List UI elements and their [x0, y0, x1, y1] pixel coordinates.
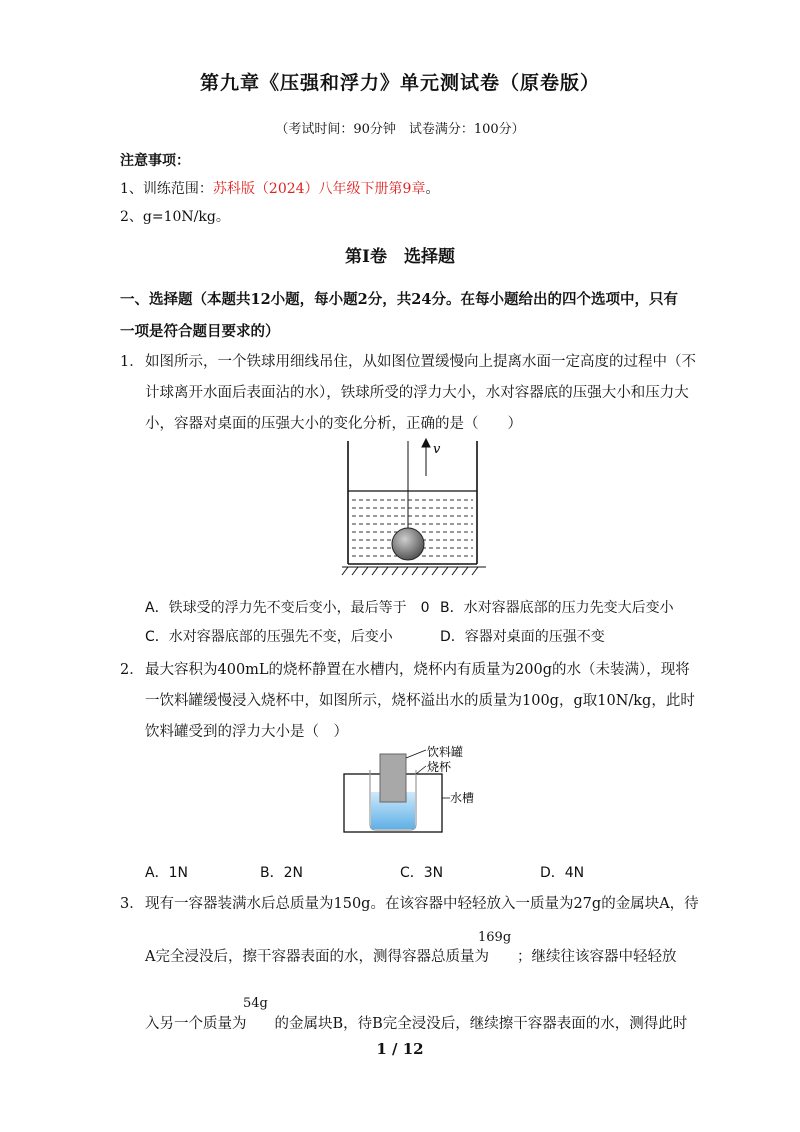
q1-text-line2: 计球离开水面后表面沾的水），铁球所受的浮力大小，水对容器底的压强大小和压力大	[145, 385, 689, 401]
q1-option-b[interactable]: B．水对容器底部的压力先变大后变小	[440, 600, 674, 616]
velocity-label: v	[433, 442, 441, 457]
iron-ball	[392, 528, 424, 560]
drink-can	[380, 754, 406, 802]
q1-number: 1．	[120, 354, 144, 370]
q2-number: 2．	[120, 662, 144, 678]
q2-text-line3: 饮料罐受到的浮力大小是（ ）	[145, 724, 348, 740]
q3-text-line2-b: ；继续往该容器中轻轻放	[516, 949, 677, 965]
notes-item-1-suffix: 。	[425, 181, 440, 197]
table-hatching	[342, 567, 486, 575]
velocity-arrow	[422, 439, 430, 476]
q3-text-line3-b: 的金属块B，待B完全浸没后，继续擦干容器表面的水，测得此时	[274, 1016, 688, 1032]
part1-instructions-line1: 一、选择题（本题共12小题，每小题2分，共24分。在每小题给出的四个选项中，只有	[120, 291, 678, 308]
notes-item-1-scope: 苏科版（2024）八年级下册第9章	[212, 181, 426, 197]
can-label: 饮料罐	[427, 745, 464, 759]
q1-text-line1: 如图所示，一个铁球用细线吊住，从如图位置缓慢向上提离水面一定高度的过程中（不	[145, 354, 696, 370]
notes-heading: 注意事项：	[120, 153, 190, 169]
q3-text-line1: 现有一容器装满水后总质量为150g。在该容器中轻轻放入一质量为27g的金属块A，待	[145, 896, 699, 912]
page-title: 第九章《压强和浮力》单元测试卷（原卷版）	[199, 72, 600, 94]
q3-mass-54: 54g	[243, 996, 268, 1011]
notes-item-1	[120, 178, 439, 198]
q3-text-line2	[145, 945, 676, 966]
q1-figure	[340, 436, 490, 578]
q2-option-c[interactable]: C．3N	[400, 865, 444, 881]
page-number: 1 / 12	[376, 1040, 424, 1058]
q1-text-line3: 小，容器对桌面的压强大小的变化分析，正确的是（ ）	[145, 416, 522, 432]
q2-figure	[342, 744, 512, 836]
q3-text-line2-a: A完全浸没后，擦干容器表面的水，测得容器总质量为	[145, 949, 489, 965]
exam-info: （考试时间：90分钟 试卷满分：100分）	[275, 122, 525, 137]
q3-mass-169: 169g	[478, 930, 512, 945]
q2-option-a[interactable]: A．1N	[145, 865, 188, 881]
q1-option-c[interactable]: C．水对容器底部的压强先不变，后变小	[145, 629, 393, 645]
q3-text-line3	[145, 1012, 687, 1033]
q3-number: 3．	[120, 896, 144, 912]
notes-item-1-prefix: 1、训练范围：	[120, 181, 213, 197]
q2-text-line1: 最大容积为400mL的烧杯静置在水槽内，烧杯内有质量为200g的水（未装满），现将	[145, 662, 690, 678]
tank-label: 水槽	[450, 791, 475, 805]
beaker-label: 烧杯	[427, 760, 452, 774]
q1-option-d[interactable]: D．容器对桌面的压强不变	[440, 629, 605, 645]
q1-option-a[interactable]: A．铁球受的浮力先不变后变小，最后等于 0	[145, 600, 430, 616]
part1-instructions-line2: 一项是符合题目要求的）	[120, 323, 280, 340]
q2-option-d[interactable]: D．4N	[540, 865, 585, 881]
q3-text-line3-a: 入另一个质量为	[145, 1016, 247, 1032]
notes-item-2: 2、g=10N/kg。	[120, 209, 230, 225]
q2-text-line2: 一饮料罐缓慢浸入烧杯中，如图所示，烧杯溢出水的质量为100g，g取10N/kg，此时	[145, 693, 695, 709]
section-title: 第Ⅰ卷 选择题	[345, 247, 455, 267]
q2-option-b[interactable]: B．2N	[260, 865, 303, 881]
